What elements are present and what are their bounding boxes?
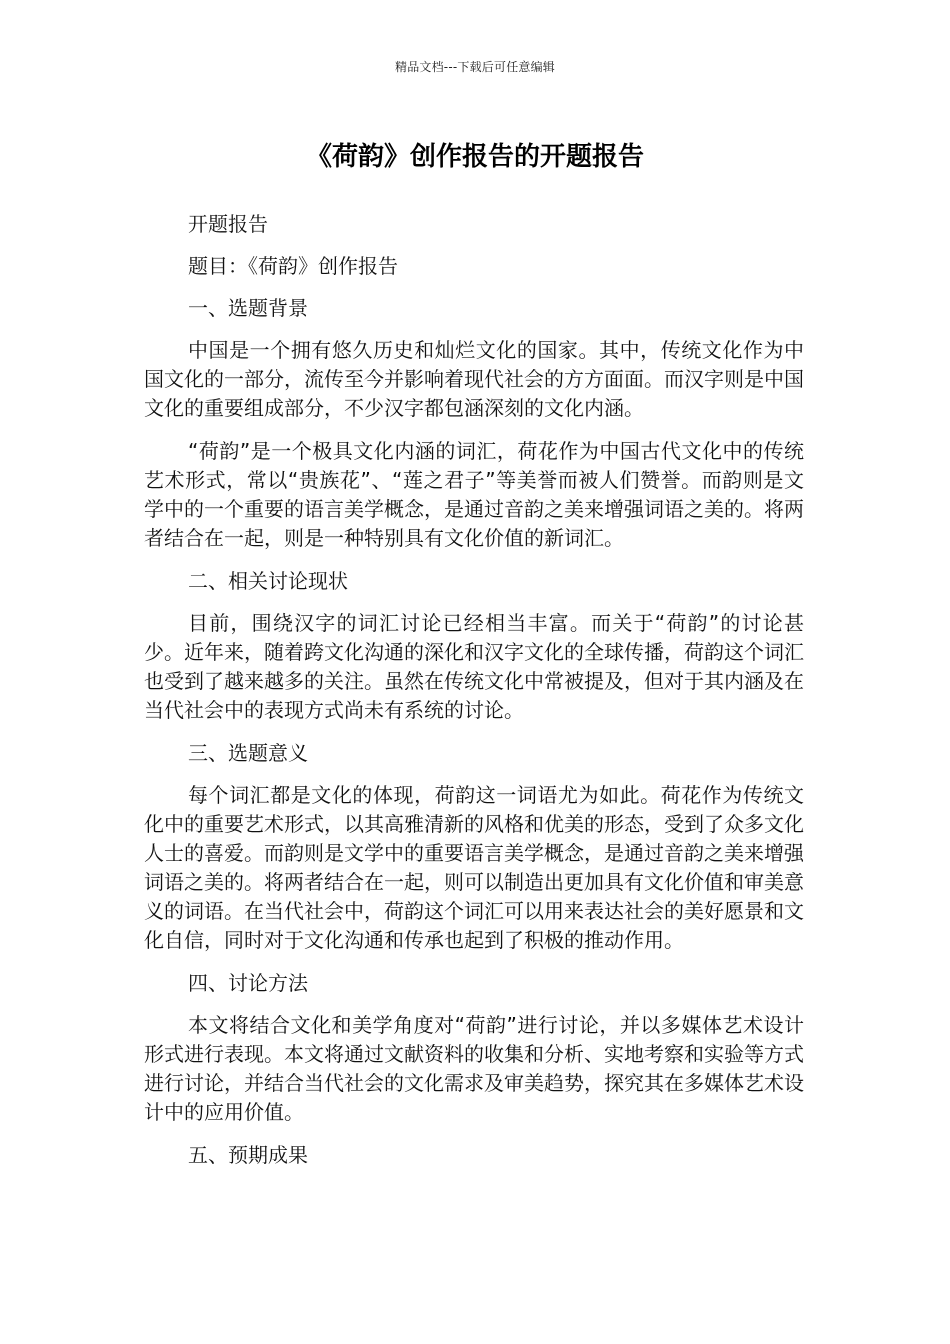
paragraph-heyun-meaning: “荷韵”是一个极具文化内涵的词汇，荷花作为中国古代文化中的传统艺术形式，常以“贵族花”、“莲之君子”等美誉而被人们赞誉。而韵则是文学中的一个重要的语言美学概念，是通过音韵之美来增强词语之美的。将两者结合在一起，则是一种特别具有文化价值的新词汇。 bbox=[144, 439, 804, 550]
report-heading: 开题报告 bbox=[188, 212, 268, 236]
paragraph-significance: 每个词汇都是文化的体现，荷韵这一词语尤为如此。荷花作为传统文化中的重要艺术形式，以其高雅清新的风格和优美的形态，受到了众多文化人士的喜爱。而韵则是文学中的重要语言美学概念，是通过音韵之美来增强词语之美的。将两者结合在一起，则可以制造出更加具有文化价值和审美意义的词语。在当代社会中，荷韵这个词汇可以用来表达社会的美好愿景和文化自信，同时对于文化沟通和传承也起到了积极的推动作用。 bbox=[144, 783, 804, 952]
section-heading-status: 二、相关讨论现状 bbox=[188, 569, 348, 593]
header-note: 精品文档---下载后可任意编辑 bbox=[395, 60, 555, 74]
section-heading-background: 一、选题背景 bbox=[188, 296, 308, 320]
section-heading-methods: 四、讨论方法 bbox=[188, 971, 308, 995]
topic-line: 题目：《荷韵》创作报告 bbox=[188, 254, 398, 278]
document-title: 《荷韵》创作报告的开题报告 bbox=[305, 142, 644, 172]
document-body bbox=[144, 210, 804, 1170]
paragraph-status: 目前，围绕汉字的词汇讨论已经相当丰富。而关于“荷韵”的讨论甚少。近年来，随着跨文化沟通的深化和汉字文化的全球传播，荷韵这个词汇也受到了越来越多的关注。虽然在传统文化中常被提及，但对于其内涵及在当代社会中的表现方式尚未有系统的讨论。 bbox=[144, 611, 804, 722]
paragraph-background: 中国是一个拥有悠久历史和灿烂文化的国家。其中，传统文化作为中国文化的一部分，流传至今并影响着现代社会的方方面面。而汉字则是中国文化的重要组成部分，不少汉字都包涵深刻的文化内涵。 bbox=[144, 338, 804, 420]
section-heading-significance: 三、选题意义 bbox=[188, 741, 308, 765]
section-heading-outcomes: 五、预期成果 bbox=[188, 1143, 308, 1167]
paragraph-methods: 本文将结合文化和美学角度对“荷韵”进行讨论，并以多媒体艺术设计形式进行表现。本文将通过文献资料的收集和分析、实地考察和实验等方式进行讨论，并结合当代社会的文化需求及审美趋势，探究其在多媒体艺术设计中的应用价值。 bbox=[144, 1013, 804, 1124]
